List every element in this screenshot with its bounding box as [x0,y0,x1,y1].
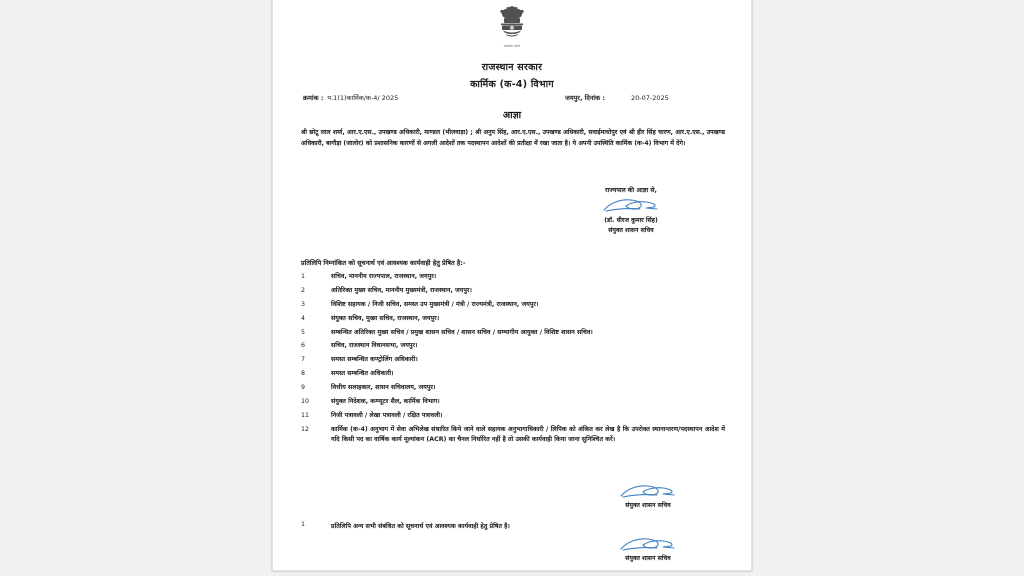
list-item-text: अतिरिक्त मुख्य सचिव, माननीय मुख्यमंत्री, राजस्थान, जयपुर। [331,286,472,294]
signatory-name: (डॉ. धीरज कुमार सिंह) [604,217,658,224]
handwritten-signature-icon [600,197,662,214]
list-item-number: 8 [301,370,306,378]
list-item-text: सचिव, राजस्थान विधानसभा, जयपुर। [331,342,418,350]
list-item-text: विशिष्ट सहायक / निजी सचिव, समस्त उप मुख्यमंत्री / मंत्री / राज्यमंत्री, राजस्थान, जयपुर। [331,300,539,308]
list-item [301,397,725,407]
list-item [301,300,725,310]
final-distribution-note [301,521,725,530]
list-item-text: सम्बन्धित अतिरिक्त मुख्य सचिव / प्रमुख शासन सचिव / शासन सचिव / सम्भागीय आयुक्त / विशिष्ट शासन सचिव। [331,328,593,336]
list-item-text: समस्त सम्बन्धित कण्ट्रोलिंग अधिकारी। [331,356,418,364]
handwritten-signature-icon [617,536,679,553]
scanned-page [272,0,752,571]
signatory-designation: संयुक्त शासन सचिव [625,555,671,562]
list-item-number: 9 [301,384,306,392]
list-item-number: 11 [301,411,310,419]
list-item-text: वित्तीय सलाहकार, शासन सचिवालय, जयपुर। [331,384,436,392]
signatory-designation: संयुक्त शासन सचिव [608,227,654,234]
page-content [273,0,751,570]
date-value: 20-07-2025 [630,94,669,102]
document-meta-row [273,93,751,105]
final-note-number: 1 [301,521,306,528]
copy-distribution-list [301,272,725,450]
copy-distribution-intro: प्रतिलिपि निम्नांकित को सूचनार्थ एवं आवश्यक कार्यवाही हेतु प्रेषित है:- [301,259,466,267]
list-item-number: 12 [301,425,310,433]
signature-block-primary [531,186,731,236]
list-item-text: संयुक्त निदेशक, कम्प्यूटर सैल, कार्मिक विभाग। [331,398,440,406]
ashoka-lion-capital-emblem [495,6,529,46]
final-note-text: प्रतिलिपि अन्य सभी संबंधित को सूचनार्थ एवं आवश्यक कार्यवाही हेतु प्रेषित है। [331,523,510,530]
list-item [301,355,725,365]
emblem-block [273,6,751,48]
list-item [301,314,725,324]
list-item-number: 4 [301,314,306,322]
department-title: कार्मिक (क-4) विभाग [470,79,554,90]
list-item [301,328,725,338]
list-item-text: संयुक्त सचिव, मुख्य सचिव, राजस्थान, जयपुर। [331,314,440,322]
order-heading: आज्ञा [502,110,522,121]
reference-number-value: प.1(1)कार्मिक/क-4/ 2025 [327,94,399,102]
list-item-number: 5 [301,328,306,336]
list-item-number: 3 [301,300,306,308]
list-item [301,411,725,421]
handwritten-signature-icon [617,483,679,500]
list-item-number: 7 [301,356,306,364]
list-item-number: 6 [301,342,306,350]
list-item-text: निजी पत्रावली / लेखा पत्रावली / रक्षित पत्रावली। [331,411,443,419]
place-date-label: जयपुर, दिनांक : [565,94,605,102]
list-item-number: 2 [301,286,306,294]
list-item-text: कार्मिक (क-4) अनुभाग में सेवा अभिलेख संधारित किये जाने वाले सहायक अनुभागाधिकारी / लिपिक को अंकित कर लेख है कि उपरोक्त स्थानान्तरण/पदस्थापन आदेश में यदि किसी पद का वार्षिक कार्य मूल्यांकन (ACR) का चैनल निर्धारित नहीं है तो उसकी कार्यवाही किया जाना सुनिश्चित करें। [331,425,725,444]
place-and-date [565,93,669,102]
order-body-paragraph: श्री छोटू लाल शर्मा, आर.ए.एस., उपखण्ड अधिकारी, माण्डल (भीलवाड़ा) ; श्री अनुप सिंह, आर.ए.एस., उपखण्ड अधिकारी, सवाईमाधोपुर एवं श्री हीर सिंह चारण, आर.ए.एस., उपखण्ड अधिकारी, बागौड़ा (जालोर) को प्रशासनिक कारणों से अगली आदेशों तक पदस्थापन आदेशों की प्रतीक्षा में रखा जाता है। ये अपनी उपस्थिति कार्मिक (क-4) विभाग में देंगे। [301,129,725,147]
list-item-number: 1 [301,273,306,280]
signature-block-secondary [573,482,723,511]
list-item [301,286,725,296]
signatory-designation: संयुक्त शासन सचिव [625,502,671,509]
signature-block-tertiary [573,535,723,564]
list-item-text: सचिव, माननीय राज्यपाल, राजस्थान, जयपुर। [331,273,437,280]
list-item [301,369,725,379]
list-item [301,383,725,393]
reference-number [303,93,398,102]
list-item-text: समस्त सम्बन्धित अधिकारी। [331,370,394,378]
list-item-number: 10 [301,398,310,406]
list-item [301,425,725,446]
emblem-motto: सत्यमेव जयते [503,44,521,48]
reference-number-label: क्रमांक : [303,94,324,102]
by-order-of-governor: राज्यपाल की आज्ञा से, [605,187,657,194]
government-title: राजस्थान सरकार [481,62,543,73]
list-item [301,341,725,351]
list-item [301,272,725,282]
